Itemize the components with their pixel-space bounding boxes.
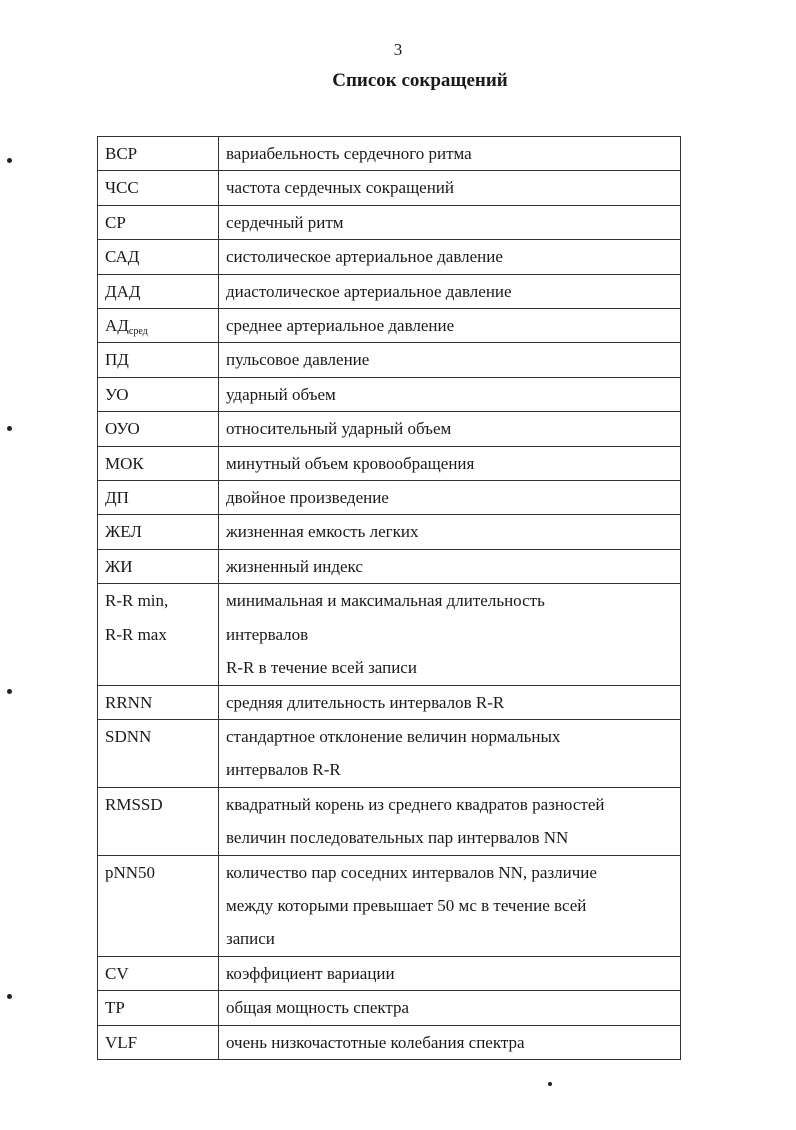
scan-speck [548, 1082, 552, 1086]
definition-cell [219, 719, 681, 787]
table-row [98, 274, 681, 308]
table-row [98, 240, 681, 274]
scan-speck [7, 158, 12, 163]
table-row [98, 549, 681, 583]
definition-cell: двойное произведение [219, 481, 681, 515]
abbreviation-line: R-R max [105, 624, 167, 644]
table-row [98, 205, 681, 239]
definition-cell: жизненная емкость легких [219, 515, 681, 549]
table-row [98, 584, 681, 685]
abbreviation-cell: RMSSD [98, 787, 219, 855]
table-row [98, 515, 681, 549]
table-row [98, 685, 681, 719]
abbreviation-cell: ПД [98, 343, 219, 377]
abbreviation-cell: УО [98, 377, 219, 411]
table-row [98, 855, 681, 956]
table-row [98, 446, 681, 480]
abbreviations-table [97, 136, 681, 1060]
abbreviation-cell: МОК [98, 446, 219, 480]
abbreviation-cell: TP [98, 991, 219, 1025]
abbreviation-cell: ОУО [98, 412, 219, 446]
abbreviation-cell [98, 309, 219, 343]
definition-cell: минутный объем кровообращения [219, 446, 681, 480]
abbreviation-cell: CV [98, 956, 219, 990]
definition-line: между которыми превышает 50 мс в течение всей [226, 895, 587, 915]
abbreviation-line: R-R min, [105, 591, 169, 611]
abbreviation-cell [98, 584, 219, 685]
definition-cell: коэффициент вариации [219, 956, 681, 990]
abbreviation-cell: ВСР [98, 137, 219, 171]
abbreviation-cell: ЖИ [98, 549, 219, 583]
definition-cell: ударный объем [219, 377, 681, 411]
abbreviation-text: АД [105, 316, 129, 336]
definition-line: интервалов [226, 624, 309, 644]
definition-cell: относительный ударный объем [219, 412, 681, 446]
definition-cell: сердечный ритм [219, 205, 681, 239]
definition-cell: пульсовое давление [219, 343, 681, 377]
scan-speck [7, 994, 12, 999]
definition-cell: очень низкочастотные колебания спектра [219, 1025, 681, 1059]
definition-cell [219, 855, 681, 956]
definition-cell: вариабельность сердечного ритма [219, 137, 681, 171]
definition-cell: диастолическое артериальное давление [219, 274, 681, 308]
definition-line: интервалов R-R [226, 760, 341, 780]
definition-line: величин последовательных пар интервалов NN [226, 828, 569, 848]
definition-cell: частота сердечных сокращений [219, 171, 681, 205]
table-row [98, 481, 681, 515]
abbreviation-subscript: сред [128, 326, 148, 338]
definition-line: записи [226, 929, 275, 949]
scan-speck [7, 426, 12, 431]
table-row [98, 1025, 681, 1059]
abbreviation-cell: pNN50 [98, 855, 219, 956]
page-title: Список сокращений [332, 70, 508, 91]
definition-line: количество пар соседних интервалов NN, различие [226, 862, 597, 882]
definition-cell: систолическое артериальное давление [219, 240, 681, 274]
definition-cell: общая мощность спектра [219, 991, 681, 1025]
scan-speck [7, 689, 12, 694]
table-row [98, 137, 681, 171]
abbreviation-cell: VLF [98, 1025, 219, 1059]
table-row [98, 719, 681, 787]
definition-line: квадратный корень из среднего квадратов разностей [226, 794, 605, 814]
abbreviation-cell: ЧСС [98, 171, 219, 205]
definition-cell [219, 584, 681, 685]
table-row [98, 991, 681, 1025]
definition-cell [219, 787, 681, 855]
definition-line: стандартное отклонение величин нормальных [226, 726, 561, 746]
definition-cell: среднее артериальное давление [219, 309, 681, 343]
page-number: 3 [393, 40, 403, 59]
abbreviation-cell: ЖЕЛ [98, 515, 219, 549]
table-row [98, 309, 681, 343]
abbreviation-cell: САД [98, 240, 219, 274]
table-row [98, 171, 681, 205]
table-row [98, 343, 681, 377]
abbreviation-cell: СР [98, 205, 219, 239]
table-row [98, 956, 681, 990]
table-row [98, 787, 681, 855]
definition-cell: жизненный индекс [219, 549, 681, 583]
table-row [98, 412, 681, 446]
definition-line: минимальная и максимальная длительность [226, 591, 545, 611]
definition-line: R-R в течение всей записи [226, 658, 417, 678]
table-row [98, 377, 681, 411]
abbreviation-cell: ДП [98, 481, 219, 515]
abbreviation-cell: SDNN [98, 719, 219, 787]
abbreviation-cell: ДАД [98, 274, 219, 308]
definition-cell: средняя длительность интервалов R-R [219, 685, 681, 719]
abbreviation-cell: RRNN [98, 685, 219, 719]
